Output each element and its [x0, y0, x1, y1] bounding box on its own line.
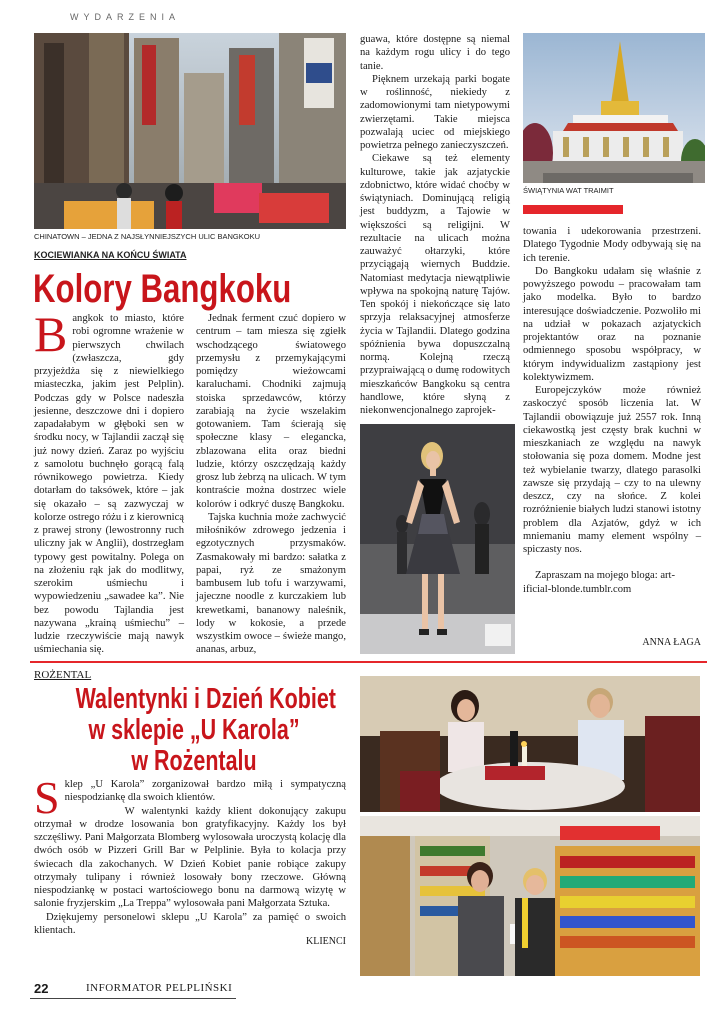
article1-author: ANNA ŁAGA	[642, 637, 701, 648]
article1-column-3	[360, 33, 510, 417]
footer-rule	[30, 998, 236, 999]
article1-column-4	[523, 225, 701, 596]
article2-title-line: Walentynki i Dzień Kobiet	[75, 683, 336, 715]
article2-paragraph: W walentynki każdy klient dokonujący zakupu otrzymał w drodze losowania bon gratyfikacyjny. Każdy los był szczęśliwy. Pani Małgorzata Blomberg wylosowała uroczystą kolację dla dwóch osób w Pizzeri Grill Bar w Pelplinie. Była to kolacja przy świecach dla zakochanych. W Dzień Kobiet panie robiące zakupy otrzymały tulipany i również losowały bony rzeczowe. Główną niespodziankę w postaci wartościowego bonu na darmową wizytę w salonie fryzjerskim „La Treppa” wylosowała pani Małgorzata Sztuka.	[34, 805, 346, 910]
article2-kicker: ROŻENTAL	[34, 669, 92, 681]
dropcap-s: S	[34, 772, 60, 823]
article2-title-line: w sklepie „U Karola”	[88, 714, 300, 746]
page-number: 22	[34, 981, 49, 996]
article1-paragraph: Do Bangkoku udałam się właśnie z powyższego powodu – pracowałam tam jako modelka. Było to bardzo interesujące doświadczenie. Pozwoliło mi na udział w pokazach azjatyckich projektantów oraz na poznanie odmiennego sposobu współpracy, w którym indywidualizm zastąpiony jest kolektywizmem.	[523, 265, 701, 383]
section-label: WYDARZENIA	[70, 12, 181, 22]
article1-paragraph: towania i udekorowania przestrzeni. Dlatego Tygodnie Mody odbywają się na ich terenie.	[523, 226, 701, 264]
article2-title-line: w Rożentalu	[131, 745, 257, 777]
article1-paragraph: Jednak ferment czuć dopiero w centrum – tam miesza się zgiełk wschodzącego światowego przemysłu z przemykającymi pomiędzy wieżowcami karaluchami. Chodniki zajmują stoiska sprzedawców, którzy zarabiają na życie wszelakim gotowaniem. Tam ścierają się społeczne klasy – elegancka, zblazowana elita oraz biedni ludzie, którzy oszczędzają każdy grosz lub żebrzą na ulicach. W tym kontraście można dostrzec wiele kolorów i odkryć duszę Bangkoku.	[196, 313, 346, 510]
article1-paragraph: guawa, które dostępne są niemal na każdym rogu ulicy i do tego tanie.	[360, 34, 510, 72]
article1-paragraph: Pięknem urzekają parki bogate w roślinność, niekiedy z zadomowionymi tam nietypowymi zwierzętami. Takie miejsca pozwalają uciec od miejskiego powietrza pełnego zanieczyszczeń.	[360, 73, 510, 151]
chinatown-photo	[34, 33, 346, 229]
shop-photo	[360, 816, 700, 976]
article1-paragraph: Europejczyków może również zaskoczyć sposób liczenia lat. W Tajlandii obowiązuje już 2557 rok. Inną ciekawostką jest częsty brak kuchni w mieszkaniach ze względu na nawyk stołowania się poza domem. Modne jest też wybielanie twarzy, dlatego parasolki zawsze się przydają – czy to na ulewny deszcz, czy na słońce. Z kolei rozróżnienie białych ludzi stanowi istotny problem dla Azjatów, gdyż w ich mniemaniu mamy element wspólny – spiczasty nos.	[523, 385, 701, 555]
chinatown-caption: CHINATOWN – JEDNA Z NAJSŁYNNIEJSZYCH ULIC BANGKOKU	[34, 232, 261, 241]
article1-kicker: KOCIEWIANKA NA KOŃCU ŚWIATA	[34, 250, 187, 260]
red-accent-bar	[523, 205, 623, 214]
article2-title	[34, 684, 354, 777]
article-divider	[30, 661, 707, 663]
article2-paragraph: Dziękujemy personelowi sklepu „U Karola” za pamięć o swoich klientach.	[34, 911, 346, 936]
article1-paragraph: Zapraszam na mojego bloga: art-ificial-blonde.tumblr.com	[523, 570, 676, 595]
article2-body	[34, 772, 346, 937]
temple-photo	[523, 33, 705, 183]
article2-author: KLIENCI	[306, 936, 346, 947]
article1-paragraph: Tajska kuchnia może zachwycić miłośników zdrowego jedzenia i egzotycznych przysmaków. Zasmakowały mi bardzo: sałatka z papai, ryż ze smażonym bambusem lub tofu i warzywami, jajeczne noodle z kurczakiem lub krewetkami, bananowy naleśnik, lody w kokosie, a przede wszystkim owoce – świeże mango, ananas, arbuz,	[196, 511, 346, 656]
article1-column-2	[196, 312, 346, 657]
article1-paragraph: angkok to miasto, które robi ogromne wrażenie w pierwszych chwilach (zwłaszcza, gdy przyjeżdża się z niewielkiego miasteczka, jakim jest Pelplin). Podczas gdy w Polsce nadeszła jesienne, deszczowe dni i dopiero zapadałabym w głęboki sen w środku nocy, w Tajlandii zaczął się już nowy dzień. Zaraz po wyjściu z samolotu buchnęło gorącą falą równikowego powietrza. Kiedy dotarłam do taksówek, które – jak się okazało – są zazwyczaj w kolorze ostrego różu i z kierownicą z prawej strony (lewostronny ruch uliczny jak w Anglii), dostrzegłam typowy gest powitalny. Polega on na złożeniu rąk jak do modlitwy, szerokim uśmiechu i wypowiedzeniu „sawadee ka”. Nie bez powodu Tajlandia jest nazywana „krainą uśmiechu” – ludzie rzeczywiście mają nawyk uśmiechania się.	[34, 313, 184, 656]
magazine-name: INFORMATOR PELPLIŃSKI	[86, 982, 233, 994]
dropcap-b: B	[34, 306, 68, 362]
article2-paragraph: klep „U Karola” zorganizował bardzo miłą i sympatyczną niespodziankę dla swoich klientów.	[64, 779, 346, 804]
article1-title: Kolory Bangkoku	[33, 267, 292, 311]
model-runway-photo	[360, 424, 515, 654]
article1-paragraph: Ciekawe są też elementy kulturowe, takie jak azjatyckie zdobnictwo, które widać choćby w świątyniach. Dominującą religią jest buddyzm, a Tajowie w większości są religijni. W rezultacie na ulicach można zauważyć ołtarzyki, które przyciągają wiernych Buddzie. Natomiast medytacja niewątpliwie wpływa na spokojną naturę Tajów. Ten spokój i niekończące się lato sprzyja relaksacyjnej atmosferze życia w Tajlandii. Dlatego godzina spóźnienia bywa dopuszczalną normą. Kolejną rzeczą przypraiwającą o dumę rodowitych mieszkańców Bangkoku są centra handlowe, które słyną z niekonwencjonalnego zaprojek-	[360, 153, 510, 416]
couple-dinner-photo	[360, 676, 700, 812]
article1-column-1	[34, 306, 184, 657]
temple-caption: ŚWIĄTYNIA WAT TRAIMIT	[523, 186, 614, 195]
